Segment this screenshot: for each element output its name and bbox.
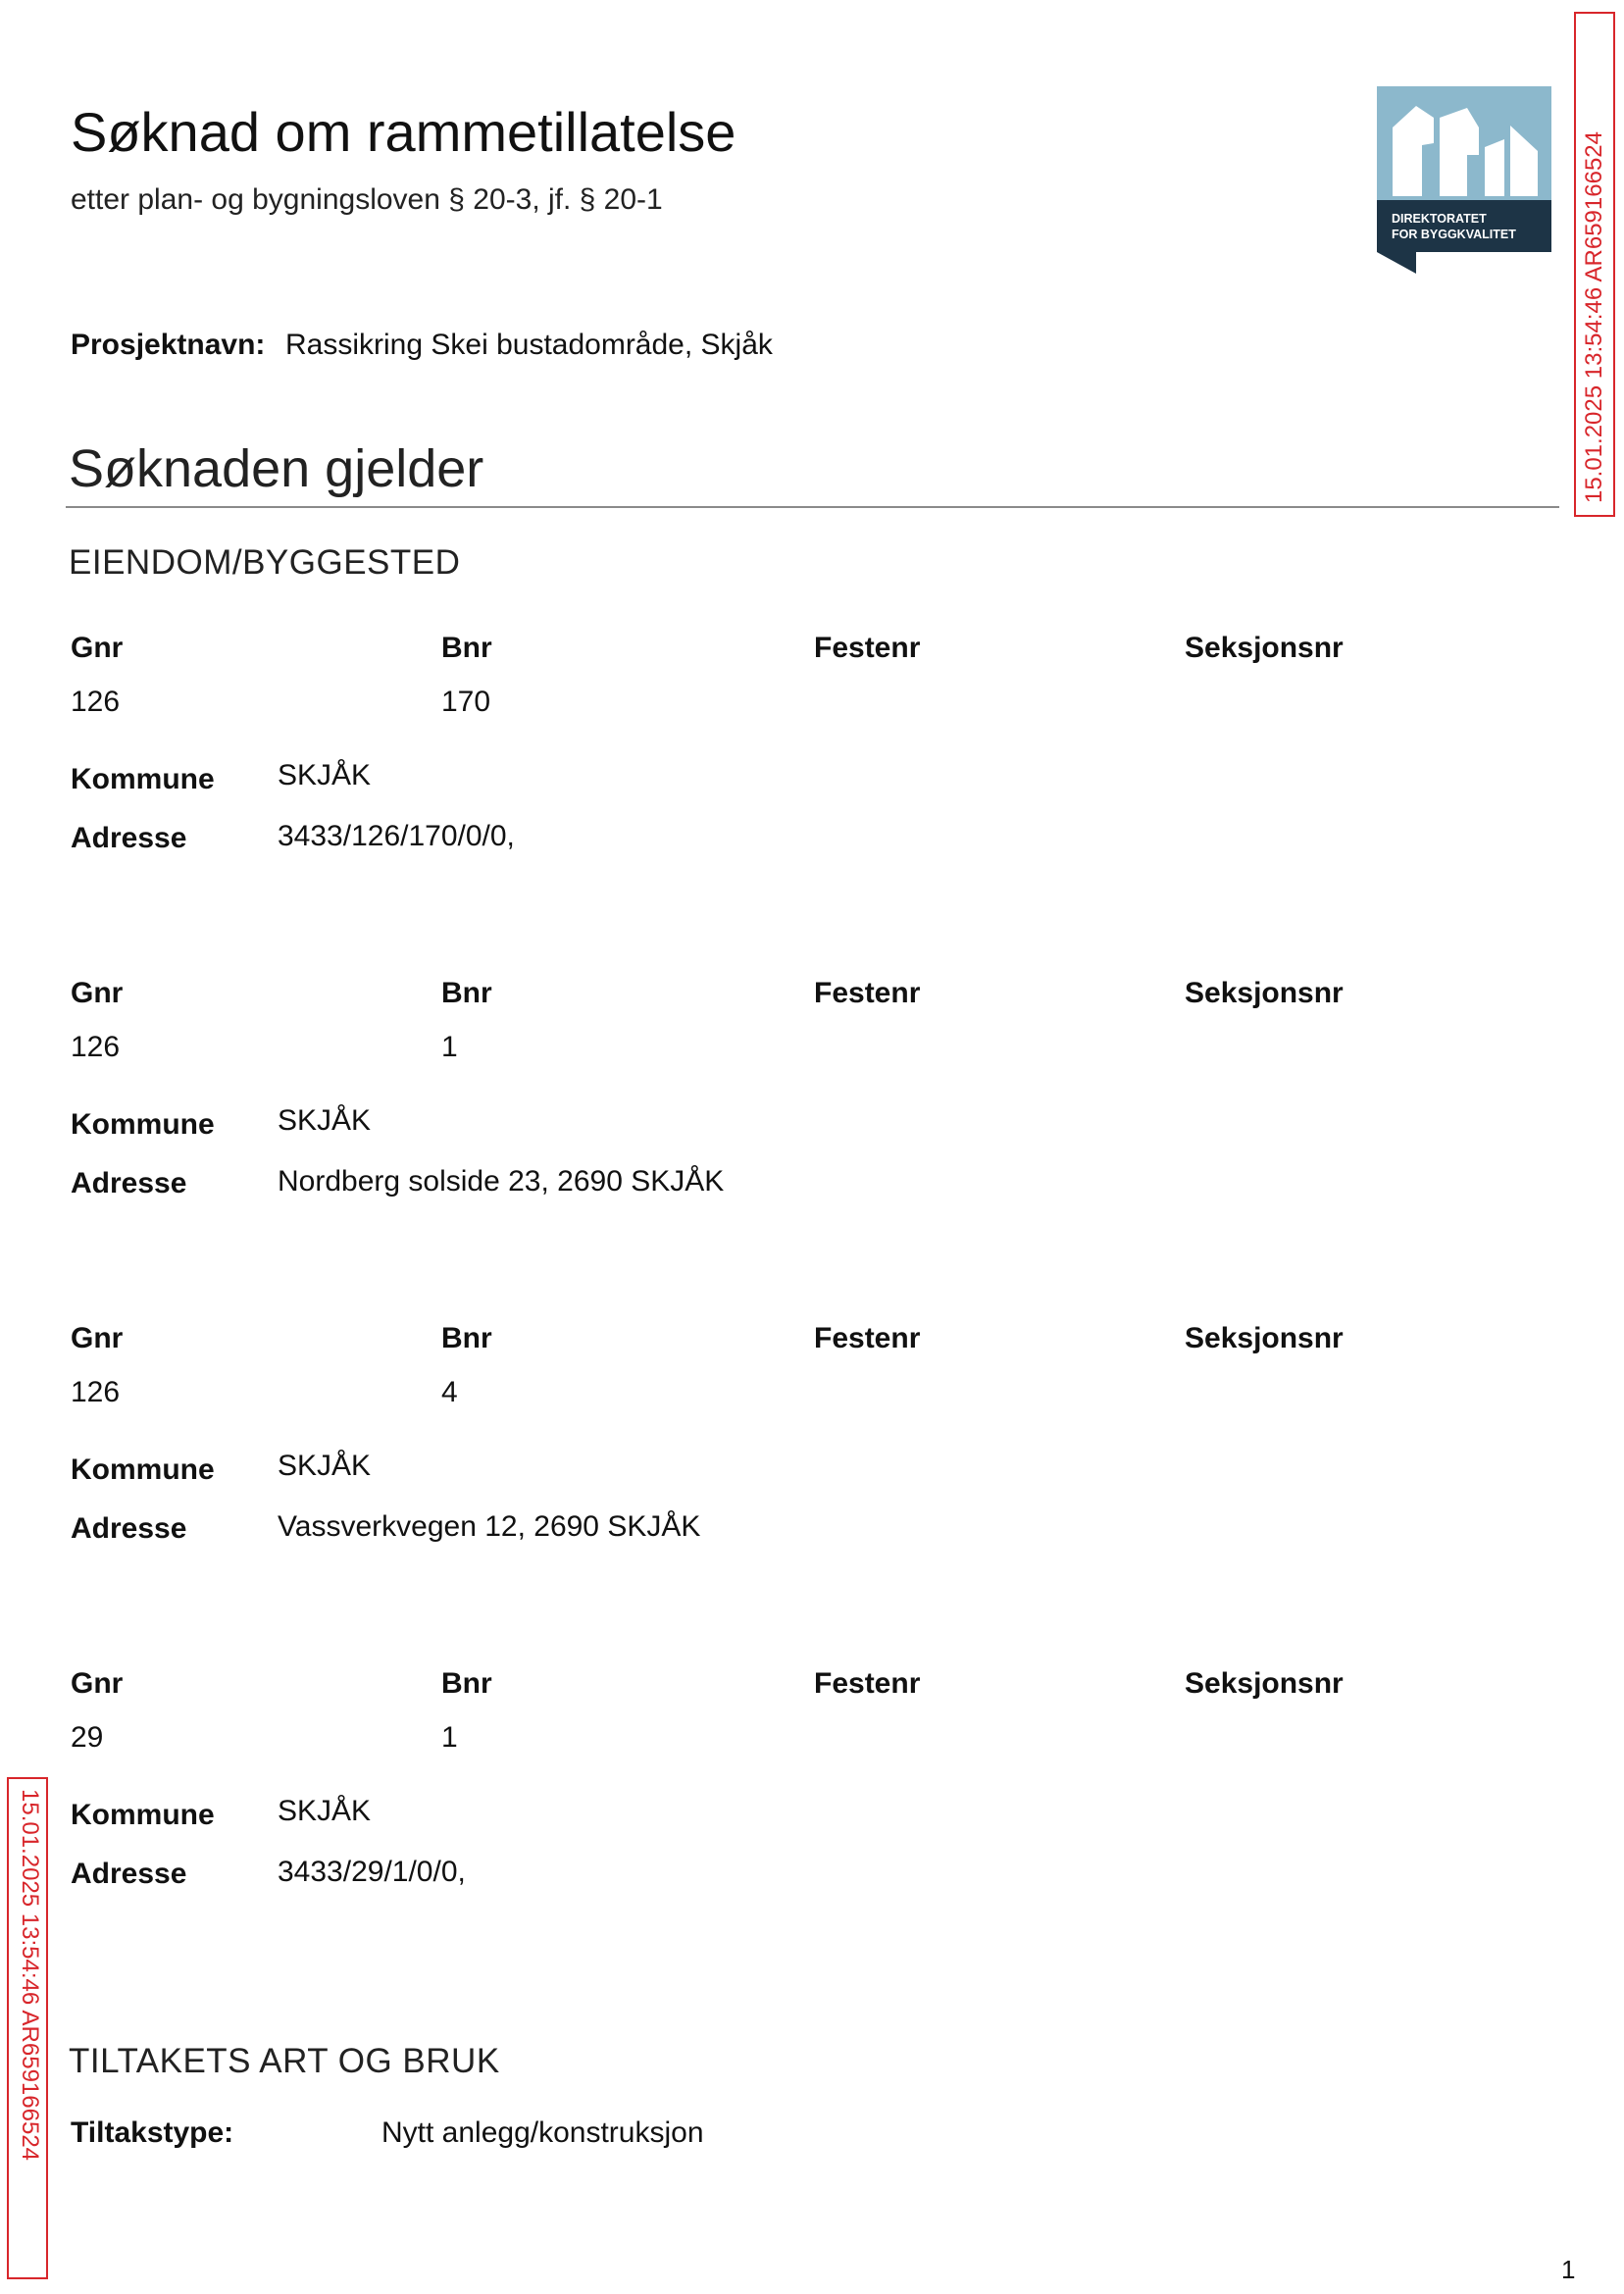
dibk-logo — [1377, 86, 1551, 274]
kommune-label: Kommune — [71, 1108, 215, 1141]
seksjonsnr-label: Seksjonsnr — [1185, 977, 1344, 1009]
kommune-value: SKJÅK — [278, 1104, 372, 1137]
festenr-label: Festenr — [814, 632, 921, 664]
bnr-label: Bnr — [441, 632, 492, 664]
project-name-label: Prosjektnavn: — [71, 329, 266, 361]
adresse-value: Vassverkvegen 12, 2690 SKJÅK — [278, 1510, 701, 1543]
stamp-text: 15.01.2025 13:54:46 AR659166524 — [16, 1789, 43, 2162]
gnr-label: Gnr — [71, 977, 124, 1009]
gnr-value: 126 — [71, 1376, 121, 1408]
page-number: 1 — [1561, 2255, 1576, 2284]
kommune-label: Kommune — [71, 1453, 215, 1486]
kommune-value: SKJÅK — [278, 1450, 372, 1482]
gnr-value: 126 — [71, 686, 121, 718]
festenr-label: Festenr — [814, 977, 921, 1009]
adresse-value: 3433/29/1/0/0, — [278, 1856, 466, 1888]
measure-heading: TILTAKETS ART OG BRUK — [69, 2042, 500, 2080]
kommune-value: SKJÅK — [278, 759, 372, 791]
property-block — [0, 976, 1624, 1211]
gnr-label: Gnr — [71, 1667, 124, 1700]
adresse-value: 3433/126/170/0/0, — [278, 820, 515, 852]
gnr-value: 126 — [71, 1031, 121, 1063]
kommune-label: Kommune — [71, 763, 215, 795]
property-block — [0, 1321, 1624, 1556]
received-stamp-bottom-left — [7, 1777, 48, 2279]
seksjonsnr-label: Seksjonsnr — [1185, 632, 1344, 664]
bnr-value: 4 — [441, 1376, 458, 1408]
seksjonsnr-label: Seksjonsnr — [1185, 1322, 1344, 1354]
document-title: Søknad om rammetillatelse — [71, 101, 736, 163]
gnr-label: Gnr — [71, 632, 124, 664]
seksjonsnr-label: Seksjonsnr — [1185, 1667, 1344, 1700]
kommune-value: SKJÅK — [278, 1795, 372, 1827]
property-heading: EIENDOM/BYGGESTED — [69, 543, 461, 582]
bnr-label: Bnr — [441, 977, 492, 1009]
gnr-value: 29 — [71, 1721, 104, 1754]
bnr-value: 170 — [441, 686, 491, 718]
bnr-label: Bnr — [441, 1322, 492, 1354]
adresse-label: Adresse — [71, 1858, 187, 1890]
document-subtitle: etter plan- og bygningsloven § 20-3, jf. § 20-1 — [71, 183, 663, 216]
adresse-label: Adresse — [71, 1167, 187, 1199]
project-name-value: Rassikring Skei bustadområde, Skjåk — [285, 329, 773, 361]
logo-text-line2: FOR BYGGKVALITET — [1392, 228, 1516, 241]
measure-type-label: Tiltakstype: — [71, 2116, 234, 2149]
logo-dark-panel — [1377, 200, 1551, 252]
adresse-value: Nordberg solside 23, 2690 SKJÅK — [278, 1165, 725, 1198]
logo-text-line1: DIREKTORATET — [1392, 212, 1487, 226]
bnr-value: 1 — [441, 1031, 458, 1063]
property-block — [0, 1666, 1624, 1902]
received-stamp-top-right — [1574, 12, 1615, 517]
measure-type-value: Nytt anlegg/konstruksjon — [381, 2116, 704, 2149]
bnr-label: Bnr — [441, 1667, 492, 1700]
festenr-label: Festenr — [814, 1667, 921, 1700]
stamp-text: 15.01.2025 13:54:46 AR659166524 — [1581, 130, 1607, 503]
bnr-value: 1 — [441, 1721, 458, 1754]
property-block — [0, 631, 1624, 866]
festenr-label: Festenr — [814, 1322, 921, 1354]
adresse-label: Adresse — [71, 1512, 187, 1545]
section-title: Søknaden gjelder — [69, 439, 484, 498]
gnr-label: Gnr — [71, 1322, 124, 1354]
adresse-label: Adresse — [71, 822, 187, 854]
section-divider — [66, 506, 1559, 508]
logo-flag-tail — [1377, 252, 1416, 274]
kommune-label: Kommune — [71, 1799, 215, 1831]
